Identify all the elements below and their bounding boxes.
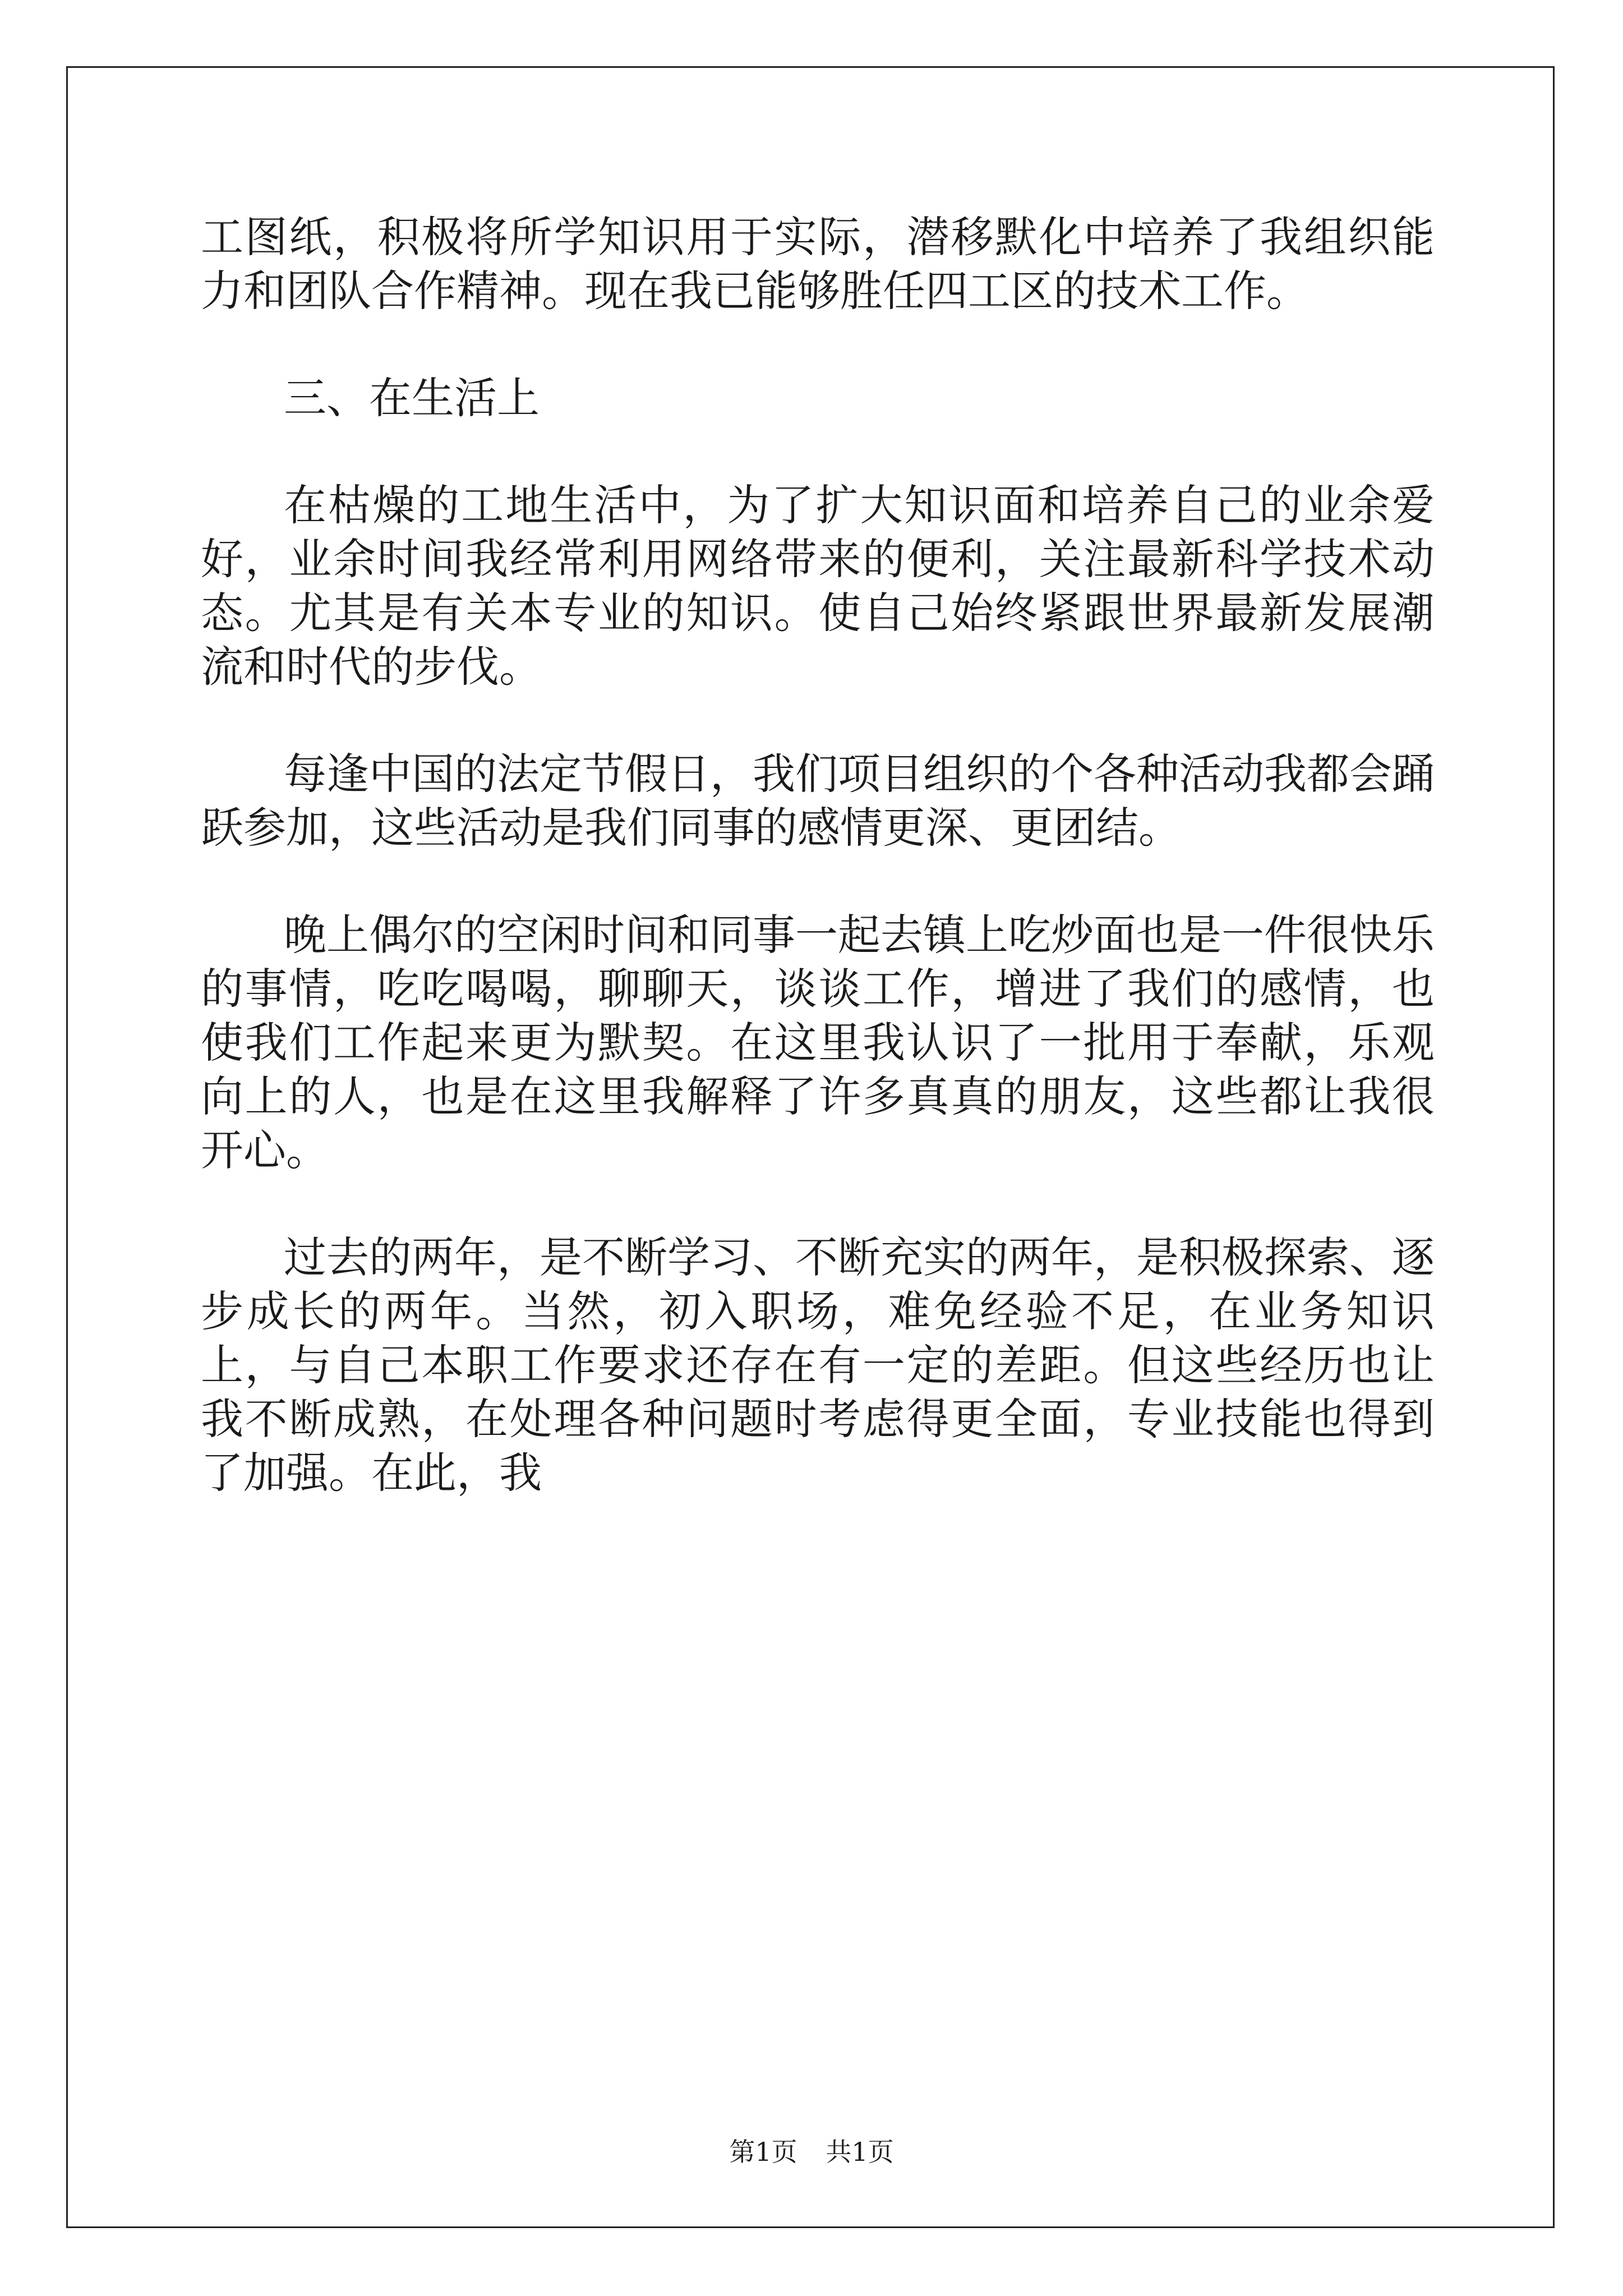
paragraph-1: 工图纸，积极将所学知识用于实际，潜移默化中培养了我组织能力和团队合作精神。现在我已能够胜任四工区的技术工作。 bbox=[201, 212, 1435, 316]
paragraph-3: 在枯燥的工地生活中，为了扩大知识面和培养自己的业余爱好，业余时间我经常利用网络带来的便利，关注最新科学技术动态。尤其是有关本专业的知识。使自己始终紧跟世界最新发展潮流和时代的步伐。 bbox=[201, 480, 1435, 692]
paragraph-5: 晚上偶尔的空闲时间和同事一起去镇上吃炒面也是一件很快乐的事情，吃吃喝喝，聊聊天，谈谈工作，增进了我们的感情，也使我们工作起来更为默契。在这里我认识了一批用于奉献，乐观向上的人，也是在这里我解释了许多真真的朋友，这些都让我很开心。 bbox=[201, 910, 1435, 1175]
page-number-current: 第1页 bbox=[729, 2137, 797, 2167]
paragraph-6: 过去的两年，是不断学习、不断充实的两年，是积极探索、逐步成长的两年。当然，初入职场，难免经验不足，在业务知识上，与自己本职工作要求还存在有一定的差距。但这些经历也让我不断成熟，在处理各种问题时考虑得更全面，专业技能也得到了加强。在此，我 bbox=[201, 1232, 1435, 1498]
page-number-total: 共1页 bbox=[826, 2137, 894, 2167]
section-heading: 三、在生活上 bbox=[284, 373, 540, 423]
page-footer bbox=[0, 2132, 1623, 2169]
paragraph-4: 每逢中国的法定节假日，我们项目组织的个各种活动我都会踊跃参加，这些活动是我们同事的感情更深、更团结。 bbox=[201, 749, 1435, 853]
document-body bbox=[201, 210, 1435, 1553]
